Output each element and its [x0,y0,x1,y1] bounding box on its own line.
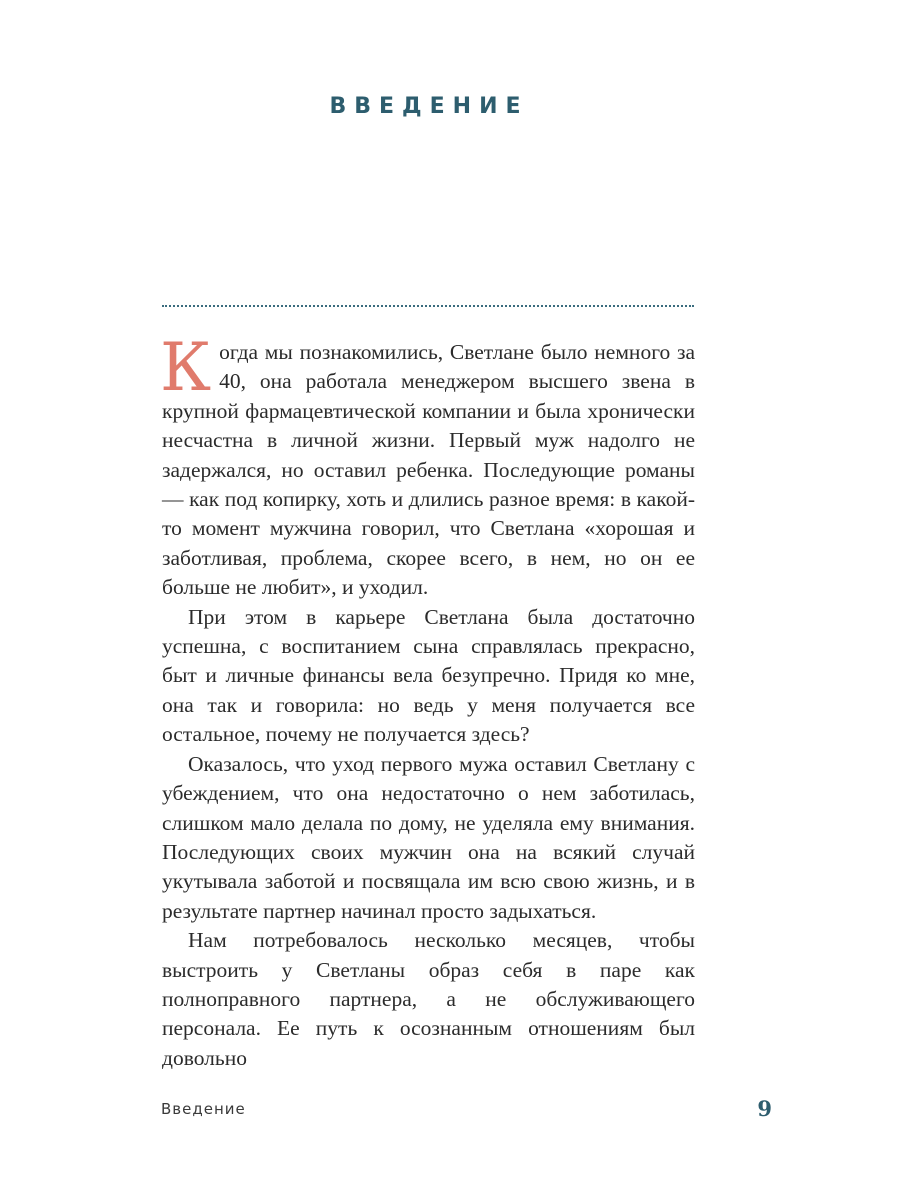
body-text [160,329,695,1073]
paragraph-2: При этом в карьере Светлана была достаточно успешна, с воспитанием сына справлялась прекрасно, быт и личные финансы вела безупречно. Придя ко мне, она так и говорила: но ведь у меня получается все остальное, почему не получается здесь? [162,604,695,747]
page-number: 9 [757,1096,772,1121]
paragraph-1 [160,329,695,603]
paragraph-3: Оказалось, что уход первого мужа оставил Светлану с убеждением, что она недостаточно о нем заботилась, слишком мало делала по дому, не уделяла ему внимания. Последующих своих мужчин она на всякий случай укутывала заботой и посвящала им всю свою жизнь, и в результате партнер начинал просто задыхаться. [162,751,695,923]
dotted-divider [162,305,694,307]
page-title: ВВЕДЕНИЕ [329,94,529,119]
drop-cap: К [160,329,212,406]
paragraph-1-text: огда мы познакомились, Светлане было немного за 40, она работала менеджером высшего звена в крупной фармацевтической компании и была хронически несчастна в личной жизни. Первый муж надолго не задержался, но оставил ребенка. Последующие романы — как под копирку, хоть и длились разное время: в какой-то момент мужчина говорил, что Светлана «хорошая и заботливая, проблема, скорее всего, в нем, но он ее больше не любит», и уходил. [162,340,695,600]
paragraph-4: Нам потребовалось несколько месяцев, чтобы выстроить у Светланы образ себя в паре как полноправного партнера, а не обслуживающего персонала. Ее путь к осознанным отношениям был довольно [162,928,695,1070]
footer-section-label: Введение [161,1100,246,1118]
